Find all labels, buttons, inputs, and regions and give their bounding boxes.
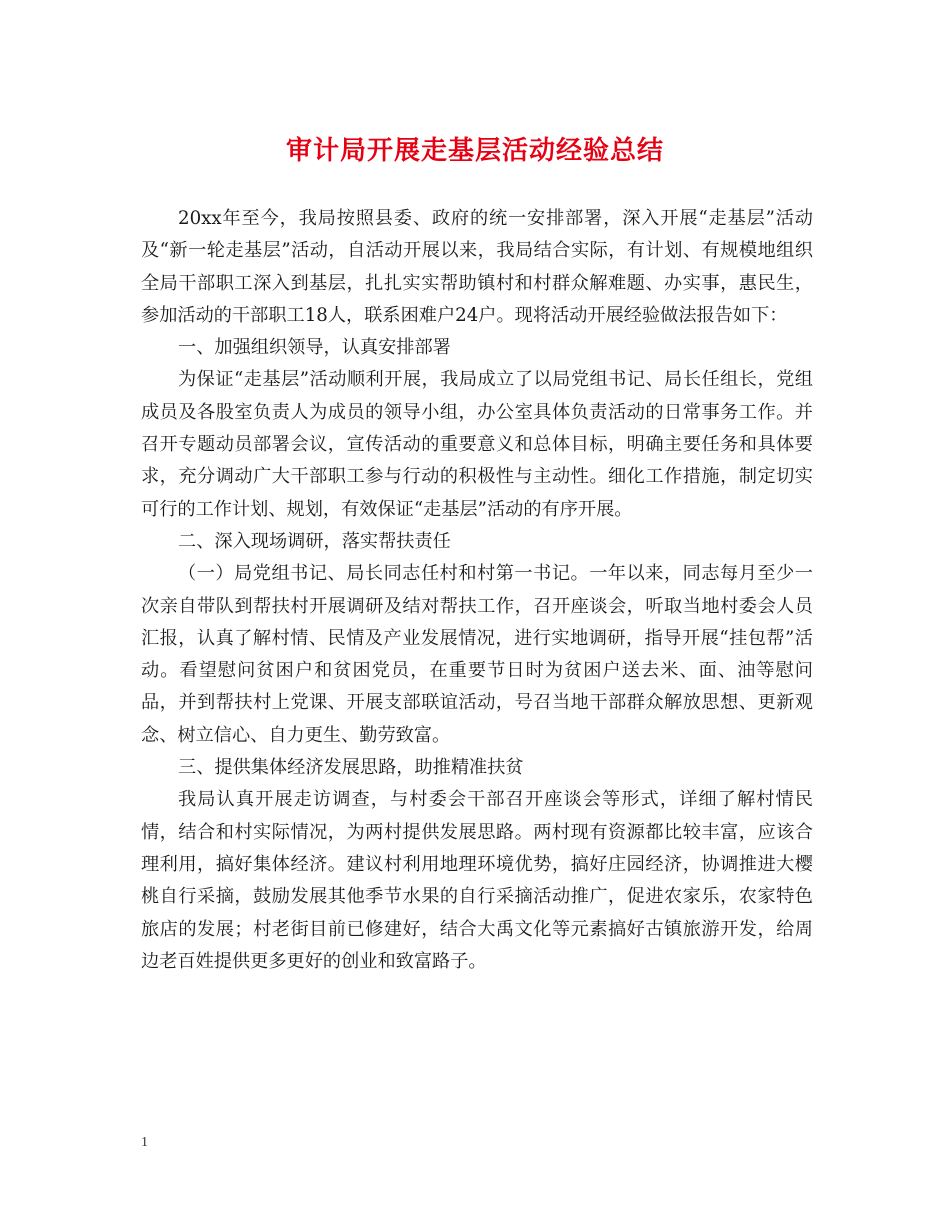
page-number: 1 bbox=[141, 1135, 148, 1150]
document-body bbox=[141, 203, 813, 978]
section-heading-2: 二、深入现场调研，落实帮扶责任 bbox=[178, 530, 451, 552]
document-title: 审计局开展走基层活动经验总结 bbox=[285, 136, 664, 166]
section-heading-3: 三、提供集体经济发展思路，助推精准扶贫 bbox=[178, 757, 524, 779]
intro-paragraph: 20xx年至今，我局按照县委、政府的统一安排部署，深入开展“走基层”活动及“新一轮走基层”活动，自活动开展以来，我局结合实际，有计划、有规模地组织全局干部职工深入到基层，扎扎实实帮助镇村和村群众解难题、办实事，惠民生，参加活动的干部职工18人，联系困难户24户。现将活动开展经验做法报告如下： bbox=[141, 208, 813, 326]
section-3-paragraph: 我局认真开展走访调查，与村委会干部召开座谈会等形式，详细了解村情民情，结合和村实际情况，为两村提供发展思路。两村现有资源都比较丰富，应该合理利用，搞好集体经济。建议村利用地理环境优势，搞好庄园经济，协调推进大樱桃自行采摘，鼓励发展其他季节水果的自行采摘活动推广，促进农家乐，农家特色旅店的发展；村老街目前已修建好，结合大禹文化等元素搞好古镇旅游开发，给周边老百姓提供更多更好的创业和致富路子。 bbox=[141, 789, 813, 972]
section-1-paragraph: 为保证“走基层”活动顺利开展，我局成立了以局党组书记、局长任组长，党组成员及各股室负责人为成员的领导小组，办公室具体负责活动的日常事务工作。并召开专题动员部署会议，宣传活动的重要意义和总体目标，明确主要任务和具体要求，充分调动广大干部职工参与行动的积极性与主动性。细化工作措施，制定切实可行的工作计划、规划，有效保证“走基层”活动的有序开展。 bbox=[141, 369, 813, 520]
section-heading-1: 一、加强组织领导，认真安排部署 bbox=[178, 337, 451, 359]
section-2-paragraph: （一）局党组书记、局长同志任村和村第一书记。一年以来，同志每月至少一次亲自带队到帮扶村开展调研及结对帮扶工作，召开座谈会，听取当地村委会人员汇报，认真了解村情、民情及产业发展情况，进行实地调研，指导开展“挂包帮”活动。看望慰问贫困户和贫困党员，在重要节日时为贫困户送去米、面、油等慰问品，并到帮扶村上党课、开展支部联谊活动，号召当地干部群众解放思想、更新观念、树立信心、自力更生、勤劳致富。 bbox=[141, 563, 813, 746]
